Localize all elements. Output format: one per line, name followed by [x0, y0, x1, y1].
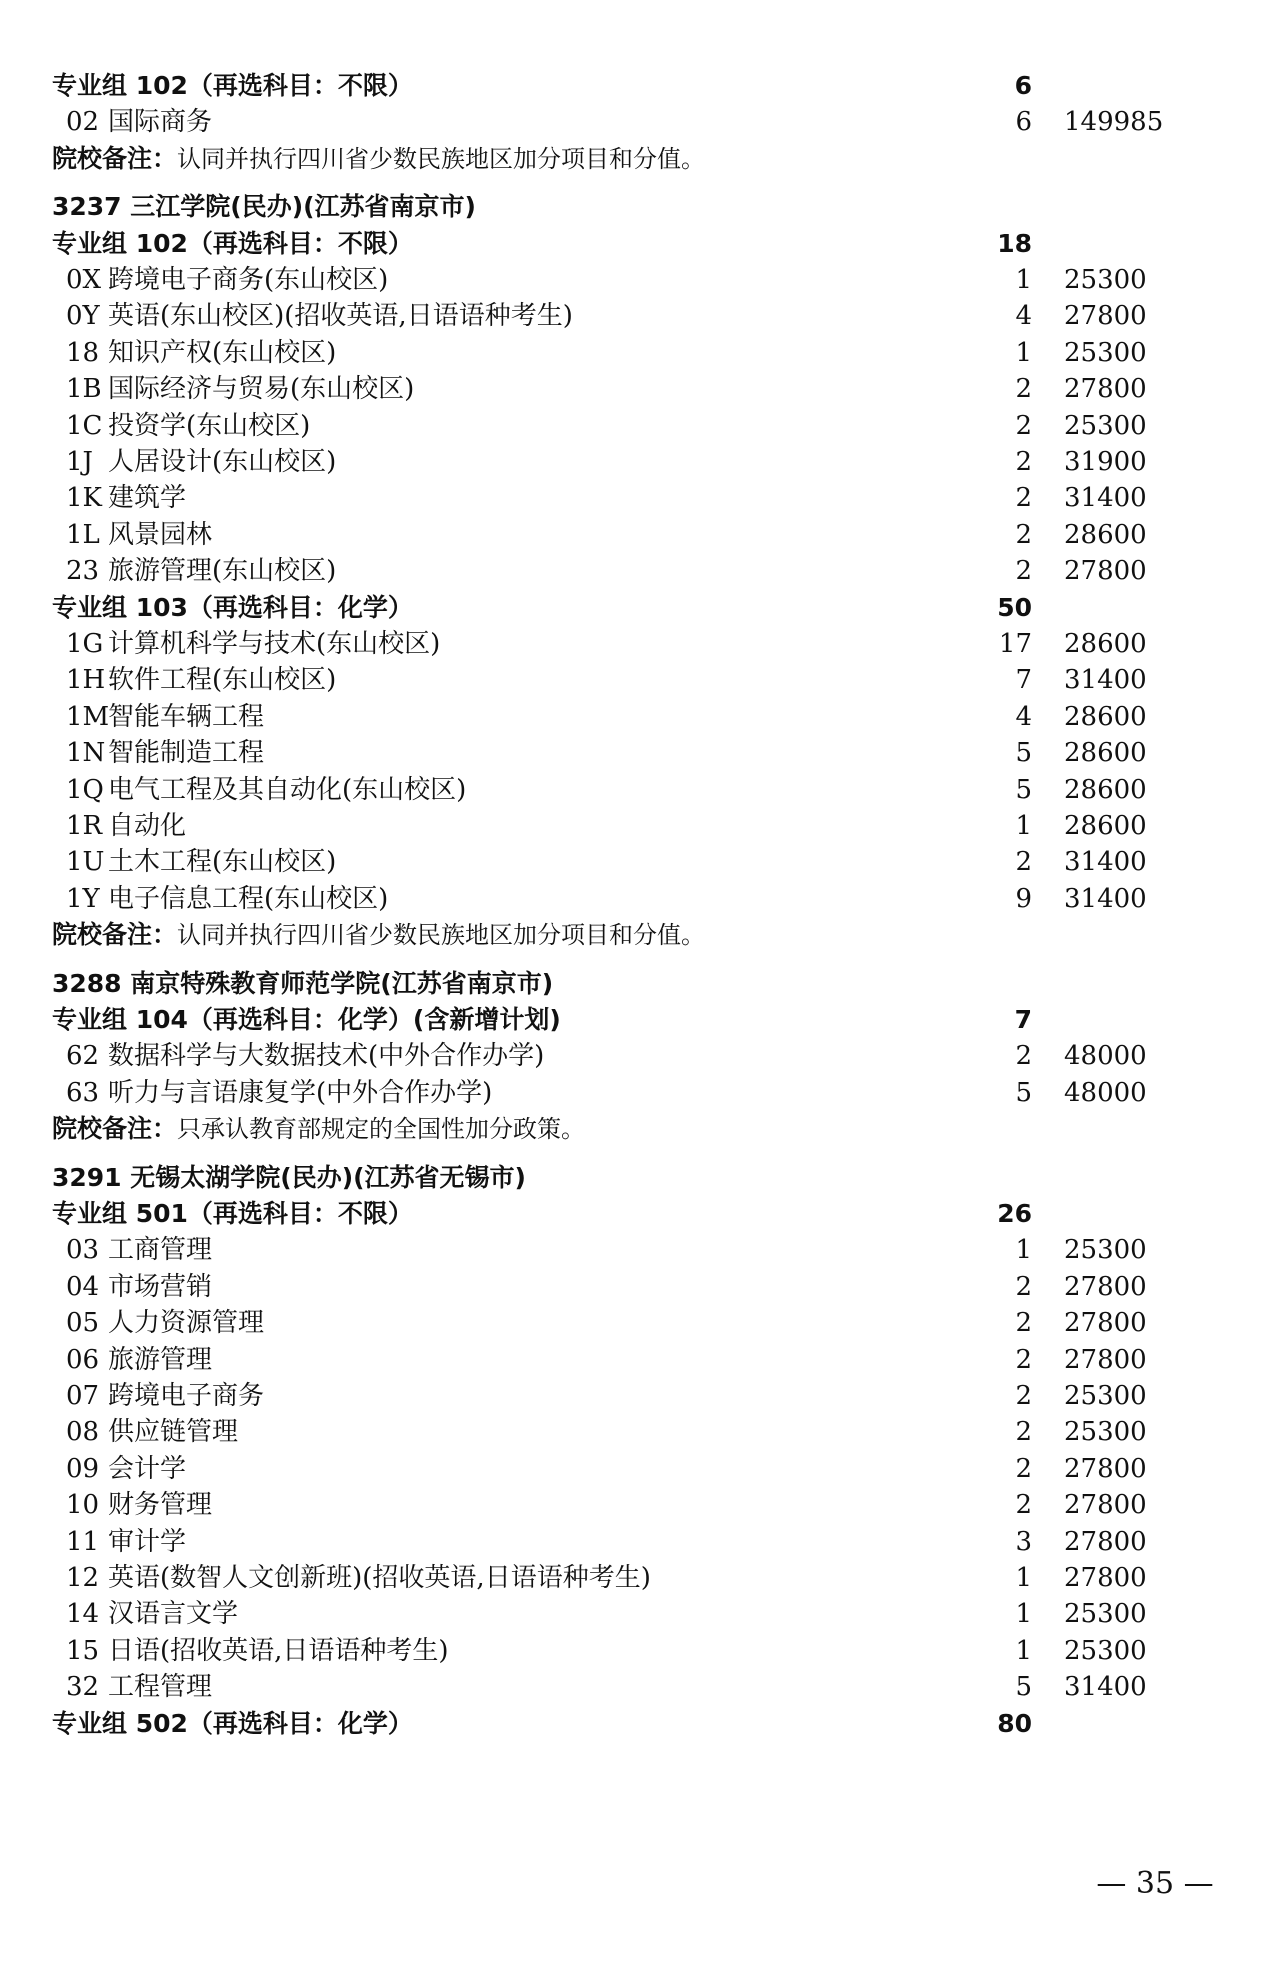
- school-row: [0, 966, 1269, 1002]
- page-number: — 35 —: [1096, 1866, 1214, 1901]
- major-code: 1Y: [66, 883, 100, 914]
- major-code: 1Q: [66, 774, 104, 805]
- tuition-fee: 31400: [1064, 1672, 1147, 1703]
- major-name: 知识产权(东山校区): [108, 337, 337, 368]
- major-row: [0, 1269, 1269, 1305]
- tuition-fee: 27800: [1064, 1344, 1147, 1375]
- school-title: 3237 三江学院(民办)(江苏省南京市): [52, 192, 476, 222]
- tuition-fee: 27800: [1064, 1490, 1147, 1521]
- major-row: [0, 1633, 1269, 1669]
- major-name: 英语(数智人文创新班)(招收英语,日语语种考生): [108, 1563, 651, 1593]
- major-row: [0, 1669, 1269, 1705]
- major-name: 人居设计(东山校区): [108, 447, 337, 477]
- tuition-fee: 31900: [1064, 447, 1147, 477]
- plan-count: 2: [1015, 1344, 1032, 1375]
- major-row: [0, 1378, 1269, 1414]
- major-code: 1J: [66, 447, 93, 477]
- major-row: [0, 1560, 1269, 1596]
- tuition-fee: 25300: [1064, 1235, 1147, 1266]
- plan-count: 9: [1015, 883, 1032, 914]
- major-row: [0, 1232, 1269, 1268]
- major-code: 1M: [66, 701, 110, 732]
- plan-count: 1: [1015, 1235, 1032, 1266]
- major-row: [0, 881, 1269, 917]
- major-name: 自动化: [108, 811, 187, 841]
- plan-count: 2: [1015, 1490, 1032, 1521]
- school-note-row: [0, 1111, 1269, 1147]
- major-code: 1G: [66, 629, 104, 659]
- major-code: 03: [66, 1235, 100, 1266]
- major-row: [0, 1305, 1269, 1341]
- tuition-fee: 28600: [1064, 629, 1147, 659]
- major-name: 跨境电子商务(东山校区): [108, 265, 389, 295]
- major-code: 1N: [66, 738, 106, 769]
- plan-count: 2: [1015, 1381, 1032, 1411]
- major-row: [0, 335, 1269, 371]
- major-name: 电气工程及其自动化(东山校区): [108, 774, 467, 805]
- tuition-fee: 48000: [1064, 1077, 1147, 1108]
- major-row: [0, 1038, 1269, 1074]
- major-name: 财务管理: [108, 1490, 213, 1521]
- major-code: 15: [66, 1635, 100, 1666]
- major-code: 08: [66, 1417, 100, 1448]
- group-count: 7: [1014, 1005, 1032, 1034]
- plan-count: 5: [1015, 1077, 1032, 1108]
- plan-count: 4: [1015, 701, 1032, 732]
- tuition-fee: 27800: [1064, 1453, 1147, 1484]
- note-text: 只承认教育部规定的全国性加分政策。: [177, 1115, 586, 1144]
- major-code: 12: [66, 1563, 100, 1593]
- major-row: [0, 626, 1269, 662]
- plan-count: 2: [1015, 483, 1032, 514]
- major-name: 旅游管理(东山校区): [108, 556, 337, 587]
- plan-count: 2: [1015, 556, 1032, 587]
- tuition-fee: 25300: [1064, 337, 1147, 368]
- group-label: 专业组 102（再选科目：不限）: [52, 228, 413, 258]
- group-label: 专业组 104（再选科目：化学）(含新增计划): [52, 1005, 561, 1034]
- major-row: [0, 104, 1269, 140]
- tuition-fee: 28600: [1064, 701, 1147, 732]
- group-label: 专业组 102（再选科目：不限）: [52, 71, 413, 100]
- major-row: [0, 1487, 1269, 1523]
- major-name: 风景园林: [108, 519, 213, 550]
- tuition-fee: 48000: [1064, 1041, 1147, 1072]
- plan-count: 1: [1015, 811, 1032, 841]
- major-name: 工程管理: [108, 1672, 213, 1703]
- plan-count: 2: [1015, 519, 1032, 550]
- major-name: 会计学: [108, 1453, 187, 1484]
- major-row: [0, 553, 1269, 589]
- major-row: [0, 1075, 1269, 1111]
- major-name: 供应链管理: [108, 1417, 239, 1448]
- school-note: [52, 917, 705, 953]
- major-group-row: [0, 68, 1269, 104]
- major-row: [0, 772, 1269, 808]
- major-row: [0, 699, 1269, 735]
- tuition-fee: 31400: [1064, 847, 1147, 878]
- major-name: 智能制造工程: [108, 738, 265, 769]
- plan-count: 2: [1015, 1453, 1032, 1484]
- tuition-fee: 27800: [1064, 1526, 1147, 1557]
- group-label: 专业组 501（再选科目：不限）: [52, 1199, 413, 1228]
- tuition-fee: 27800: [1064, 301, 1147, 332]
- major-name: 数据科学与大数据技术(中外合作办学): [108, 1041, 545, 1072]
- major-row: [0, 408, 1269, 444]
- group-count: 26: [997, 1199, 1032, 1228]
- major-code: 1H: [66, 665, 106, 696]
- major-row: [0, 808, 1269, 844]
- tuition-fee: 28600: [1064, 519, 1147, 550]
- plan-count: 4: [1015, 301, 1032, 332]
- major-code: 0Y: [66, 301, 100, 332]
- major-row: [0, 662, 1269, 698]
- tuition-fee: 25300: [1064, 1599, 1147, 1630]
- school-title: 3288 南京特殊教育师范学院(江苏省南京市): [52, 968, 554, 998]
- school-note: [52, 141, 705, 177]
- major-row: [0, 262, 1269, 298]
- major-name: 英语(东山校区)(招收英语,日语语种考生): [108, 301, 573, 332]
- major-row: [0, 480, 1269, 516]
- plan-count: 2: [1015, 847, 1032, 878]
- major-row: [0, 517, 1269, 553]
- major-code: 1R: [66, 811, 103, 841]
- major-row: [0, 371, 1269, 407]
- major-code: 23: [66, 556, 100, 587]
- tuition-fee: 25300: [1064, 410, 1147, 441]
- major-code: 1U: [66, 847, 105, 878]
- group-count: 50: [997, 592, 1032, 622]
- major-name: 投资学(东山校区): [108, 410, 311, 441]
- plan-count: 2: [1015, 1308, 1032, 1339]
- school-title: 3291 无锡太湖学院(民办)(江苏省无锡市): [52, 1162, 526, 1192]
- tuition-fee: 31400: [1064, 883, 1147, 914]
- tuition-fee: 25300: [1064, 1417, 1147, 1448]
- school-note: [52, 1111, 585, 1147]
- group-count: 80: [997, 1708, 1032, 1738]
- plan-count: 2: [1015, 1041, 1032, 1072]
- tuition-fee: 149985: [1064, 107, 1164, 138]
- school-note-row: [0, 141, 1269, 177]
- plan-count: 3: [1015, 1526, 1032, 1557]
- tuition-fee: 28600: [1064, 811, 1147, 841]
- major-name: 人力资源管理: [108, 1308, 265, 1339]
- major-name: 电子信息工程(东山校区): [108, 883, 389, 914]
- tuition-fee: 25300: [1064, 265, 1147, 295]
- tuition-fee: 28600: [1064, 774, 1147, 805]
- plan-count: 1: [1015, 1563, 1032, 1593]
- major-name: 跨境电子商务: [108, 1381, 265, 1411]
- major-name: 市场营销: [108, 1271, 213, 1302]
- note-label: 院校备注：: [52, 920, 178, 950]
- major-name: 日语(招收英语,日语语种考生): [108, 1635, 449, 1666]
- tuition-fee: 27800: [1064, 556, 1147, 587]
- plan-count: 5: [1015, 774, 1032, 805]
- major-row: [0, 1524, 1269, 1560]
- major-name: 建筑学: [108, 483, 187, 514]
- major-code: 62: [66, 1041, 100, 1072]
- major-code: 18: [66, 337, 100, 368]
- major-name: 听力与言语康复学(中外合作办学): [108, 1077, 493, 1108]
- major-name: 工商管理: [108, 1235, 213, 1266]
- major-name: 计算机科学与技术(东山校区): [108, 629, 441, 659]
- note-label: 院校备注：: [52, 1114, 178, 1144]
- major-group-row: [0, 1706, 1269, 1742]
- tuition-fee: 31400: [1064, 483, 1147, 514]
- plan-count: 2: [1015, 447, 1032, 477]
- tuition-fee: 25300: [1064, 1381, 1147, 1411]
- major-row: [0, 444, 1269, 480]
- group-label: 专业组 103（再选科目：化学）: [52, 592, 413, 622]
- plan-count: 1: [1015, 337, 1032, 368]
- major-row: [0, 298, 1269, 334]
- major-code: 02: [66, 107, 100, 138]
- plan-count: 2: [1015, 1271, 1032, 1302]
- plan-count: 17: [998, 629, 1032, 659]
- major-name: 汉语言文学: [108, 1599, 239, 1630]
- group-count: 6: [1014, 71, 1032, 100]
- school-row: [0, 1160, 1269, 1196]
- plan-count: 5: [1015, 738, 1032, 769]
- major-name: 软件工程(东山校区): [108, 665, 337, 696]
- tuition-fee: 25300: [1064, 1635, 1147, 1666]
- plan-count: 6: [1015, 107, 1032, 138]
- major-name: 国际经济与贸易(东山校区): [108, 374, 415, 405]
- plan-count: 1: [1015, 265, 1032, 295]
- plan-count: 1: [1015, 1599, 1032, 1630]
- major-code: 14: [66, 1599, 100, 1630]
- major-code: 11: [66, 1526, 100, 1557]
- note-label: 院校备注：: [52, 143, 178, 173]
- major-code: 0X: [66, 265, 102, 295]
- major-code: 06: [66, 1344, 100, 1375]
- major-group-row: [0, 226, 1269, 262]
- major-code: 10: [66, 1490, 100, 1521]
- school-note-row: [0, 917, 1269, 953]
- major-code: 32: [66, 1672, 100, 1703]
- major-code: 1B: [66, 374, 102, 405]
- major-row: [0, 1451, 1269, 1487]
- major-name: 国际商务: [108, 107, 213, 138]
- plan-count: 2: [1015, 410, 1032, 441]
- major-code: 1K: [66, 483, 102, 514]
- major-group-row: [0, 1002, 1269, 1038]
- plan-count: 5: [1015, 1672, 1032, 1703]
- major-code: 09: [66, 1453, 100, 1484]
- major-row: [0, 735, 1269, 771]
- major-group-row: [0, 590, 1269, 626]
- group-label: 专业组 502（再选科目：化学）: [52, 1708, 413, 1738]
- major-row: [0, 1414, 1269, 1450]
- major-code: 63: [66, 1077, 100, 1108]
- tuition-fee: 27800: [1064, 1271, 1147, 1302]
- group-count: 18: [997, 228, 1032, 258]
- major-code: 05: [66, 1308, 100, 1339]
- major-code: 04: [66, 1271, 100, 1302]
- major-row: [0, 1342, 1269, 1378]
- note-text: 认同并执行四川省少数民族地区加分项目和分值。: [177, 144, 706, 173]
- major-name: 土木工程(东山校区): [108, 847, 337, 878]
- tuition-fee: 28600: [1064, 738, 1147, 769]
- major-row: [0, 1596, 1269, 1632]
- major-name: 旅游管理: [108, 1344, 213, 1375]
- tuition-fee: 31400: [1064, 665, 1147, 696]
- major-group-row: [0, 1196, 1269, 1232]
- tuition-fee: 27800: [1064, 374, 1147, 405]
- major-code: 1C: [66, 410, 103, 441]
- major-name: 审计学: [108, 1526, 187, 1557]
- plan-count: 2: [1015, 374, 1032, 405]
- tuition-fee: 27800: [1064, 1308, 1147, 1339]
- major-code: 07: [66, 1381, 100, 1411]
- note-text: 认同并执行四川省少数民族地区加分项目和分值。: [177, 921, 706, 950]
- major-name: 智能车辆工程: [108, 701, 265, 732]
- plan-count: 1: [1015, 1635, 1032, 1666]
- plan-count: 2: [1015, 1417, 1032, 1448]
- plan-count: 7: [1015, 665, 1032, 696]
- major-code: 1L: [66, 519, 100, 550]
- major-row: [0, 844, 1269, 880]
- tuition-fee: 27800: [1064, 1563, 1147, 1593]
- school-row: [0, 189, 1269, 225]
